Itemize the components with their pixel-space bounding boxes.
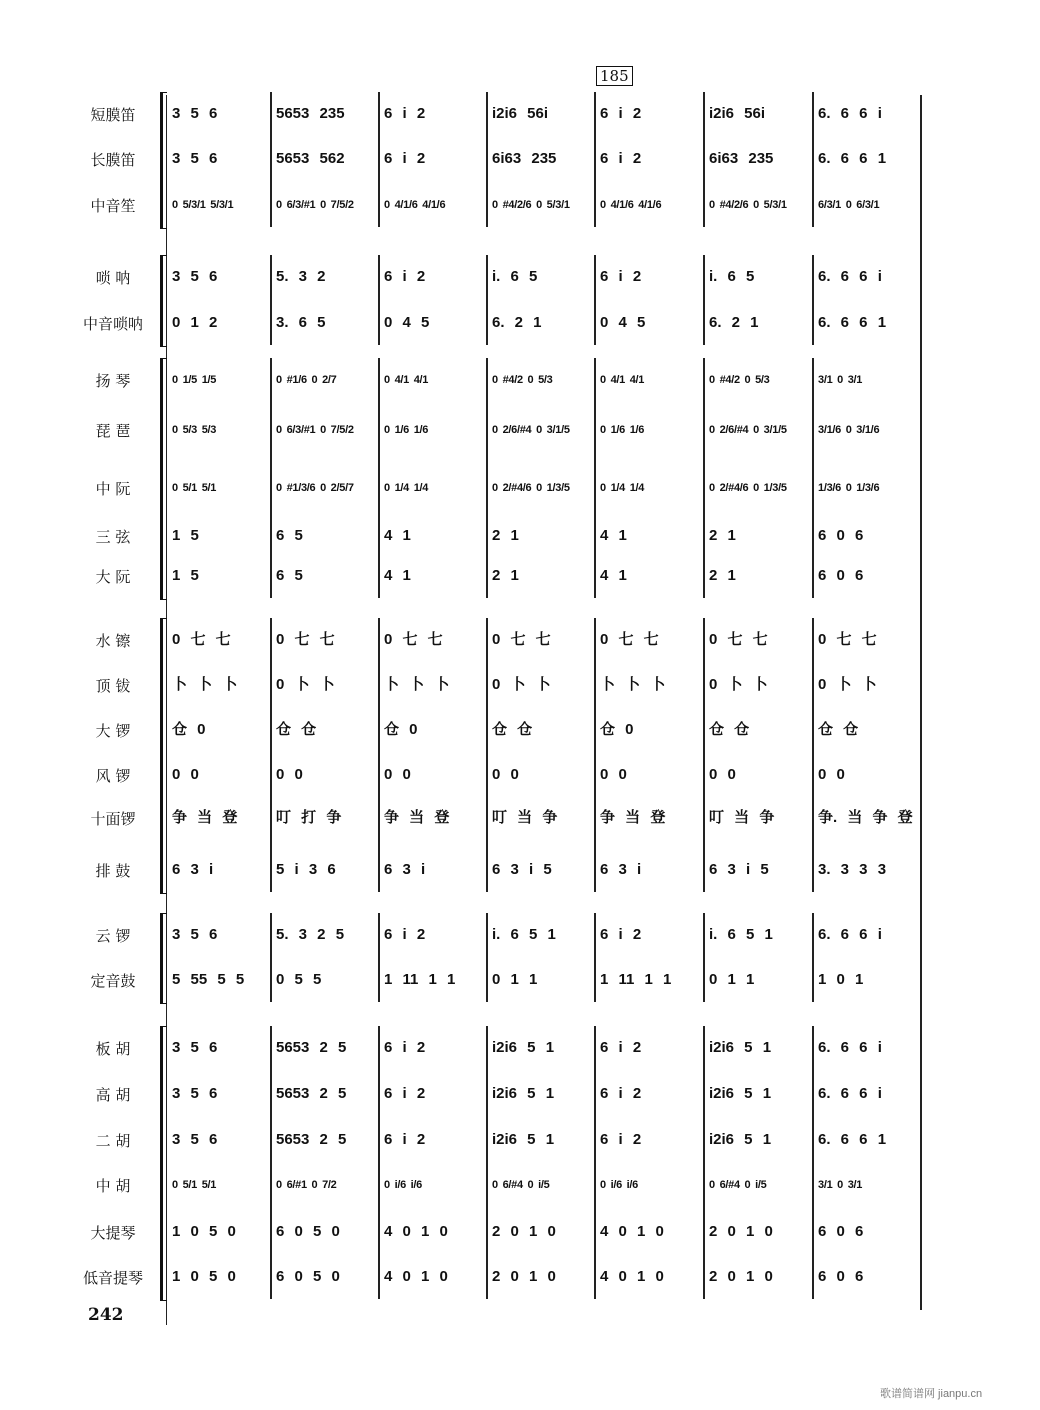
measure: 2 1 xyxy=(492,567,519,584)
measure: 1 11 1 1 xyxy=(384,971,456,988)
measure: 6 3 i xyxy=(384,861,426,878)
measure: 1 11 1 1 xyxy=(600,971,672,988)
measure: i2i6 5 1 xyxy=(492,1131,555,1148)
measure: 2 0 1 0 xyxy=(492,1268,556,1285)
barline xyxy=(486,1026,488,1299)
measure: 0 0 xyxy=(172,766,199,783)
measure: 6. 6 6 i xyxy=(818,105,882,122)
barline xyxy=(378,1026,380,1299)
measure: 0 七 七 xyxy=(492,631,551,648)
measure: 6 0 6 xyxy=(818,1268,864,1285)
measure: 5. 3 2 5 xyxy=(276,926,345,943)
group-bracket xyxy=(160,618,167,894)
measure: 2 0 1 0 xyxy=(709,1223,773,1240)
measure: 0 0 xyxy=(492,766,519,783)
group-bracket xyxy=(160,92,167,229)
instrument-label: 中 胡 xyxy=(95,1177,131,1195)
instrument-label: 风 锣 xyxy=(95,767,131,785)
instrument-label: 大 锣 xyxy=(95,722,131,740)
measure: 0 6/#4 0 i/5 xyxy=(492,1179,550,1191)
barline xyxy=(703,358,705,598)
barline xyxy=(594,913,596,1002)
barline xyxy=(378,618,380,892)
measure: i. 6 5 1 xyxy=(492,926,556,943)
barline xyxy=(594,1026,596,1299)
measure: 6 0 6 xyxy=(818,1223,864,1240)
measure: 5 i 3 6 xyxy=(276,861,336,878)
measure: 0 1 1 xyxy=(709,971,755,988)
measure: 0 1/6 1/6 xyxy=(384,424,429,436)
instrument-label: 唢 呐 xyxy=(95,269,131,287)
measure: 1/3/6 0 1/3/6 xyxy=(818,482,880,494)
barline xyxy=(703,913,705,1002)
measure: 3 5 6 xyxy=(172,150,218,167)
measure: 0 七 七 xyxy=(276,631,335,648)
measure: 6. 6 6 i xyxy=(818,1085,882,1102)
measure: 0 5/1 5/1 xyxy=(172,482,217,494)
measure: 争 当 登 xyxy=(172,809,238,826)
measure: 0 0 xyxy=(818,766,845,783)
instrument-label: 中 阮 xyxy=(95,480,131,498)
instrument-label: 顶 钹 xyxy=(95,677,131,695)
measure: 0 卜 卜 xyxy=(818,676,877,693)
instrument-label: 云 锣 xyxy=(95,927,131,945)
barline xyxy=(594,92,596,227)
barline xyxy=(486,92,488,227)
measure: 2 1 xyxy=(492,527,519,544)
barline xyxy=(812,358,814,598)
instrument-label: 扬 琴 xyxy=(95,372,131,390)
barline xyxy=(812,255,814,345)
measure: 2 1 xyxy=(709,527,736,544)
measure: 仓 仓 xyxy=(709,721,750,738)
measure: 6 0 5 0 xyxy=(276,1223,340,1240)
measure: 0 七 七 xyxy=(818,631,877,648)
measure: 0 1/4 1/4 xyxy=(600,482,645,494)
measure: i2i6 56i xyxy=(709,105,766,122)
final-barline xyxy=(920,95,922,1310)
page-number: 242 xyxy=(88,1305,124,1325)
barline xyxy=(703,618,705,892)
barline xyxy=(703,1026,705,1299)
measure: 0 6/#4 0 i/5 xyxy=(709,1179,767,1191)
barline xyxy=(270,618,272,892)
barline xyxy=(486,913,488,1002)
measure: 0 i/6 i/6 xyxy=(600,1179,638,1191)
instrument-label: 二 胡 xyxy=(95,1132,131,1150)
measure: 4 0 1 0 xyxy=(600,1268,664,1285)
group-bracket xyxy=(160,913,167,1004)
measure: 0 6/3/#1 0 7/5/2 xyxy=(276,199,354,211)
instrument-label: 高 胡 xyxy=(95,1086,131,1104)
measure: 5653 2 5 xyxy=(276,1085,347,1102)
measure: 0 2/6/#4 0 3/1/5 xyxy=(709,424,787,436)
measure: 3/1/6 0 3/1/6 xyxy=(818,424,880,436)
measure: 卜 卜 卜 xyxy=(172,676,238,693)
measure: 4 0 1 0 xyxy=(384,1223,448,1240)
measure: 6 i 2 xyxy=(600,268,642,285)
measure: 6 0 6 xyxy=(818,567,864,584)
measure: 1 0 5 0 xyxy=(172,1268,236,1285)
watermark: 歌谱简谱网 jianpu.cn xyxy=(880,1388,983,1400)
measure: 1 0 1 xyxy=(818,971,864,988)
measure: 6 0 5 0 xyxy=(276,1268,340,1285)
measure: i2i6 5 1 xyxy=(492,1039,555,1056)
measure: 仓 仓 xyxy=(492,721,533,738)
measure: 1 5 xyxy=(172,527,199,544)
measure: 0 #1/6 0 2/7 xyxy=(276,374,337,386)
measure: 0 4/1 4/1 xyxy=(600,374,645,386)
measure: i2i6 5 1 xyxy=(492,1085,555,1102)
measure: 0 0 xyxy=(384,766,411,783)
measure: 卜 卜 卜 xyxy=(384,676,450,693)
instrument-label: 长膜笛 xyxy=(90,151,136,169)
measure: 2 1 xyxy=(709,567,736,584)
measure: 6 i 2 xyxy=(600,150,642,167)
barline xyxy=(270,1026,272,1299)
measure: 6 i 2 xyxy=(384,150,426,167)
measure: 0 4/1 4/1 xyxy=(384,374,429,386)
measure: 0 1/5 1/5 xyxy=(172,374,217,386)
barline xyxy=(486,255,488,345)
measure: 仓 0 xyxy=(600,721,634,738)
measure: 6 i 2 xyxy=(384,926,426,943)
barline xyxy=(486,358,488,598)
measure: 1 5 xyxy=(172,567,199,584)
barline xyxy=(594,618,596,892)
measure: i. 6 5 xyxy=(709,268,755,285)
measure: 0 4/1/6 4/1/6 xyxy=(384,199,446,211)
measure: i2i6 5 1 xyxy=(709,1085,772,1102)
instrument-label: 三 弦 xyxy=(95,528,131,546)
measure: 6. 2 1 xyxy=(709,314,759,331)
barline xyxy=(270,92,272,227)
measure: 争 当 登 xyxy=(384,809,450,826)
measure: 争. 当 争 登 xyxy=(818,809,913,826)
measure: 0 0 xyxy=(709,766,736,783)
measure: 6 i 2 xyxy=(384,105,426,122)
measure: 6 i 2 xyxy=(600,1039,642,1056)
measure: 6 i 2 xyxy=(600,1085,642,1102)
measure: i2i6 5 1 xyxy=(709,1039,772,1056)
instrument-label: 大提琴 xyxy=(90,1224,136,1242)
measure: 2 0 1 0 xyxy=(492,1223,556,1240)
barline xyxy=(270,913,272,1002)
rehearsal-mark: 185 xyxy=(596,66,633,86)
measure: 0 #4/2/6 0 5/3/1 xyxy=(492,199,570,211)
measure: 6 i 2 xyxy=(600,1131,642,1148)
barline xyxy=(270,358,272,598)
measure: i. 6 5 1 xyxy=(709,926,773,943)
instrument-label: 定音鼓 xyxy=(90,972,136,990)
measure: 6 3 i 5 xyxy=(492,861,552,878)
measure: 0 0 xyxy=(600,766,627,783)
instrument-label: 大 阮 xyxy=(95,568,131,586)
barline xyxy=(378,92,380,227)
measure: 卜 卜 卜 xyxy=(600,676,666,693)
measure: 6i63 235 xyxy=(709,150,774,167)
measure: i2i6 5 1 xyxy=(709,1131,772,1148)
measure: 0 4 5 xyxy=(600,314,646,331)
measure: 叮 当 争 xyxy=(709,809,775,826)
measure: 6 i 2 xyxy=(600,926,642,943)
barline xyxy=(812,618,814,892)
barline xyxy=(812,92,814,227)
barline xyxy=(378,358,380,598)
instrument-label: 水 镲 xyxy=(95,632,131,650)
measure: 6/3/1 0 6/3/1 xyxy=(818,199,880,211)
measure: 3/1 0 3/1 xyxy=(818,374,863,386)
measure: 6. 6 6 1 xyxy=(818,1131,887,1148)
measure: 0 1/6 1/6 xyxy=(600,424,645,436)
instrument-label: 中音笙 xyxy=(90,197,136,215)
measure: 3 5 6 xyxy=(172,268,218,285)
measure: 6 i 2 xyxy=(384,1085,426,1102)
measure: 0 4/1/6 4/1/6 xyxy=(600,199,662,211)
measure: 3 5 6 xyxy=(172,1131,218,1148)
measure: 1 0 5 0 xyxy=(172,1223,236,1240)
measure: 6. 6 6 i xyxy=(818,1039,882,1056)
measure: 0 卜 卜 xyxy=(709,676,768,693)
measure: 5653 2 5 xyxy=(276,1039,347,1056)
barline xyxy=(486,618,488,892)
measure: i2i6 56i xyxy=(492,105,549,122)
instrument-label: 排 鼓 xyxy=(95,862,131,880)
measure: 3 5 6 xyxy=(172,1039,218,1056)
measure: 0 6/#1 0 7/2 xyxy=(276,1179,337,1191)
measure: 5. 3 2 xyxy=(276,268,326,285)
measure: 3/1 0 3/1 xyxy=(818,1179,863,1191)
measure: 0 1/4 1/4 xyxy=(384,482,429,494)
measure: 6. 6 6 i xyxy=(818,268,882,285)
measure: 3 5 6 xyxy=(172,1085,218,1102)
measure: 仓 仓 xyxy=(818,721,859,738)
measure: 6 i 2 xyxy=(384,268,426,285)
measure: 3 5 6 xyxy=(172,105,218,122)
measure: 6. 2 1 xyxy=(492,314,542,331)
measure: 0 七 七 xyxy=(600,631,659,648)
measure: 6 3 i xyxy=(172,861,214,878)
barline xyxy=(270,255,272,345)
barline xyxy=(703,255,705,345)
measure: 叮 当 争 xyxy=(492,809,558,826)
measure: 0 #4/2/6 0 5/3/1 xyxy=(709,199,787,211)
measure: 5 55 5 5 xyxy=(172,971,245,988)
measure: 6 5 xyxy=(276,527,303,544)
measure: 6. 6 6 i xyxy=(818,926,882,943)
instrument-label: 十面锣 xyxy=(90,810,136,828)
measure: 0 2/6/#4 0 3/1/5 xyxy=(492,424,570,436)
measure: 6i63 235 xyxy=(492,150,557,167)
measure: 4 0 1 0 xyxy=(384,1268,448,1285)
measure: 0 卜 卜 xyxy=(276,676,335,693)
measure: 仓 0 xyxy=(384,721,418,738)
measure: 6. 6 6 1 xyxy=(818,314,887,331)
measure: 4 1 xyxy=(600,567,627,584)
instrument-label: 短膜笛 xyxy=(90,106,136,124)
measure: 0 七 七 xyxy=(709,631,768,648)
measure: 6 i 2 xyxy=(384,1039,426,1056)
barline xyxy=(378,255,380,345)
measure: 6 i 2 xyxy=(600,105,642,122)
measure: 叮 打 争 xyxy=(276,809,342,826)
instrument-label: 低音提琴 xyxy=(82,1269,143,1287)
measure: 5653 562 xyxy=(276,150,345,167)
measure: 0 5/3/1 5/3/1 xyxy=(172,199,234,211)
measure: 5653 235 xyxy=(276,105,345,122)
measure: 6 3 i 5 xyxy=(709,861,769,878)
measure: 0 6/3/#1 0 7/5/2 xyxy=(276,424,354,436)
measure: 6 0 6 xyxy=(818,527,864,544)
measure: 3. 3 3 3 xyxy=(818,861,887,878)
measure: 0 2/#4/6 0 1/3/5 xyxy=(709,482,787,494)
measure: 仓 0 xyxy=(172,721,206,738)
measure: 6 i 2 xyxy=(384,1131,426,1148)
measure: 0 1 2 xyxy=(172,314,218,331)
instrument-label: 琵 琶 xyxy=(95,422,131,440)
measure: 6 3 i xyxy=(600,861,642,878)
measure: 0 #1/3/6 0 2/5/7 xyxy=(276,482,354,494)
measure: 0 5/3 5/3 xyxy=(172,424,217,436)
measure: 0 5/1 5/1 xyxy=(172,1179,217,1191)
measure: 0 七 七 xyxy=(172,631,231,648)
group-bracket xyxy=(160,255,167,347)
instrument-label: 中音唢呐 xyxy=(82,315,143,333)
measure: 0 2/#4/6 0 1/3/5 xyxy=(492,482,570,494)
barline xyxy=(703,92,705,227)
measure: 4 1 xyxy=(384,567,411,584)
barline xyxy=(812,1026,814,1299)
measure: 3 5 6 xyxy=(172,926,218,943)
measure: 6. 6 6 1 xyxy=(818,150,887,167)
measure: 仓 仓 xyxy=(276,721,317,738)
instrument-label: 板 胡 xyxy=(95,1040,131,1058)
group-bracket xyxy=(160,1026,167,1301)
measure: 0 #4/2 0 5/3 xyxy=(709,374,770,386)
measure: 4 1 xyxy=(600,527,627,544)
barline xyxy=(812,913,814,1002)
barline xyxy=(378,913,380,1002)
measure: 0 5 5 xyxy=(276,971,322,988)
measure: 0 #4/2 0 5/3 xyxy=(492,374,553,386)
measure: 4 1 xyxy=(384,527,411,544)
measure: i. 6 5 xyxy=(492,268,538,285)
measure: 4 0 1 0 xyxy=(600,1223,664,1240)
measure: 0 卜 卜 xyxy=(492,676,551,693)
measure: 0 i/6 i/6 xyxy=(384,1179,422,1191)
barline xyxy=(594,358,596,598)
barline xyxy=(594,255,596,345)
measure: 0 4 5 xyxy=(384,314,430,331)
measure: 0 七 七 xyxy=(384,631,443,648)
measure: 5653 2 5 xyxy=(276,1131,347,1148)
measure: 0 0 xyxy=(276,766,303,783)
measure: 6 5 xyxy=(276,567,303,584)
measure: 2 0 1 0 xyxy=(709,1268,773,1285)
measure: 0 1 1 xyxy=(492,971,538,988)
measure: 争 当 登 xyxy=(600,809,666,826)
group-bracket xyxy=(160,358,167,600)
measure: 3. 6 5 xyxy=(276,314,326,331)
